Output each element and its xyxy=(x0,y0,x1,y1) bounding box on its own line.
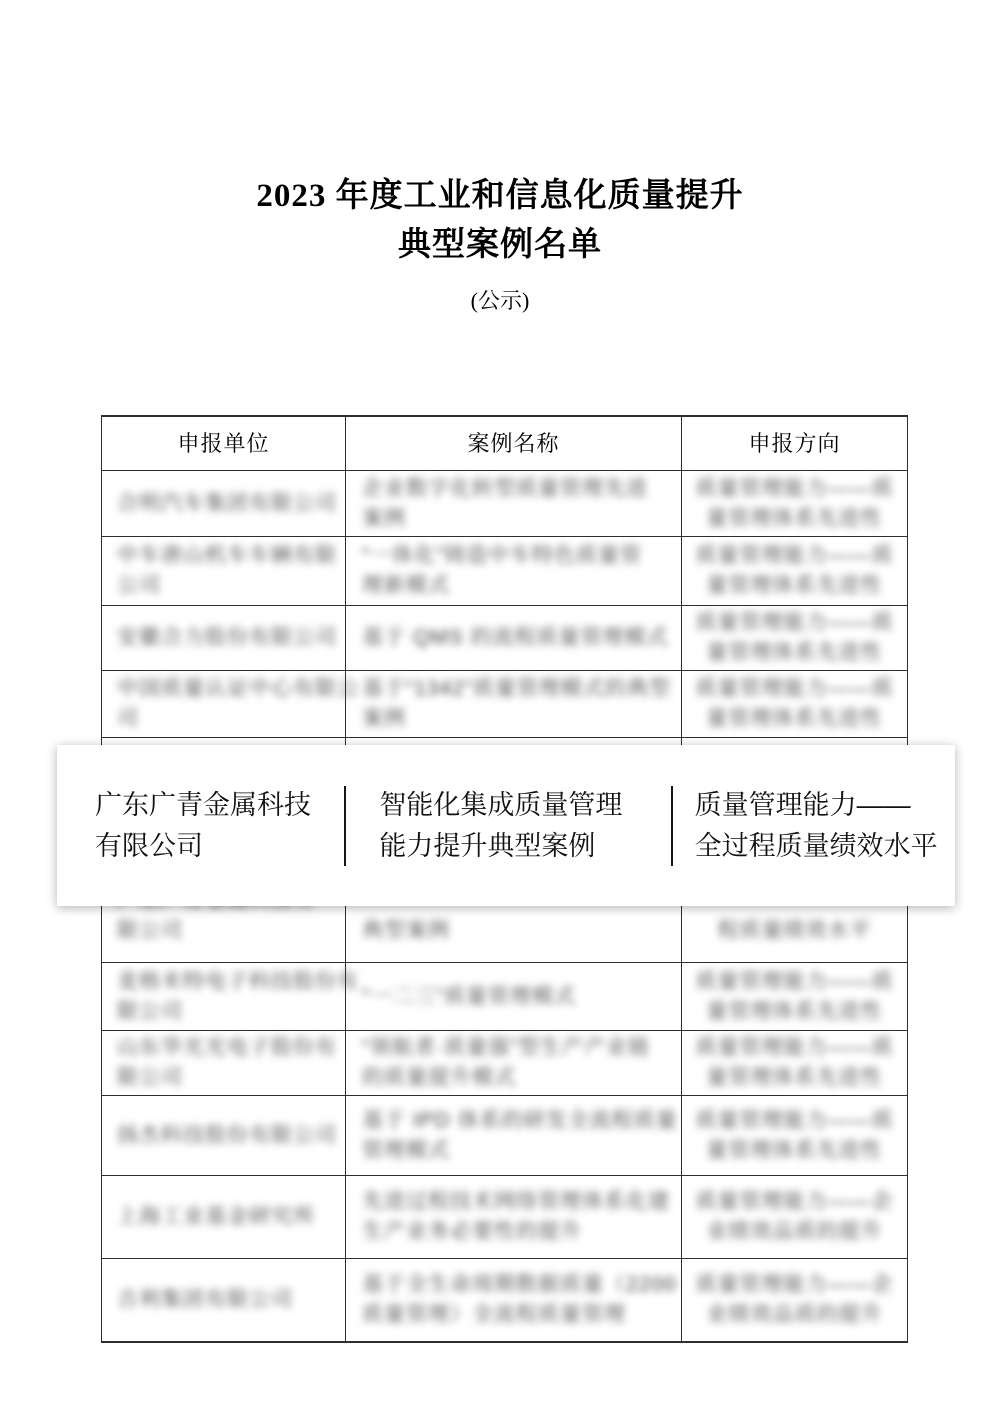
table-row xyxy=(102,1259,907,1341)
unit-cell: 限公司 xyxy=(102,738,346,962)
table-row xyxy=(102,606,907,671)
unit-cell: 安徽合力股份有限公司 xyxy=(102,606,346,670)
header-case: 案例名称 xyxy=(346,417,682,470)
unit-cell: 扬杰科技股份有限公司 xyxy=(102,1096,346,1175)
header-unit: 申报单位 xyxy=(102,417,346,470)
case-cell: 企业数字化转型质量管理先进 案例 xyxy=(346,471,682,536)
case-cell: 基于 IPD 体系的研发全流程质量 管理模式 xyxy=(346,1096,682,1175)
case-cell: 基于 QMS 的流程质量管理模式 xyxy=(346,606,682,670)
direction-cell: 质量管理能力——质 量管理体系先进性 xyxy=(695,476,894,530)
unit-cell: 麦格米特电子科技股份有 限公司 xyxy=(102,963,346,1030)
unit-cell: 山东华光光电子股份有 限公司 xyxy=(102,1031,346,1095)
direction-cell: 质量管理能力——质 量管理体系先进性 xyxy=(695,677,894,730)
direction-cell: 质量管理能力——企 业绩效品质的提升 xyxy=(695,1273,894,1326)
title-line-1: 2023 年度工业和信息化质量提升 xyxy=(256,178,744,214)
direction-cell: 质量管理能力——质 量管理体系先进性 xyxy=(695,969,894,1023)
document-subtitle: (公示) xyxy=(470,288,530,313)
highlight-unit: 广东广青金属科技 有限公司 xyxy=(95,789,311,861)
table-row xyxy=(102,537,907,606)
title-line-2: 典型案例名单 xyxy=(398,227,602,263)
direction-cell: 程质量绩效水平 xyxy=(717,919,872,942)
direction-cell: 质量管理能力——质 量管理体系先进性 xyxy=(695,611,894,664)
direction-cell: 质量管理能力——企 业绩效品质的提升 xyxy=(695,1190,894,1243)
direction-cell: 质量管理能力——质 量管理体系先进性 xyxy=(695,544,894,597)
table-header-row xyxy=(102,417,907,471)
unit-cell: 合明汽车集团有限公司 xyxy=(102,471,346,536)
highlight-card xyxy=(57,745,955,906)
direction-cell: 质量管理能力——质 量管理体系先进性 xyxy=(695,1036,894,1089)
table-row xyxy=(102,471,907,537)
table-row xyxy=(102,671,907,738)
unit-cell: 中国质量认证中心有限公 司 xyxy=(102,671,346,737)
table-row xyxy=(102,963,907,1031)
header-direction: 申报方向 xyxy=(748,430,841,456)
highlight-direction: 质量管理能力—— 全过程质量绩效水平 xyxy=(694,789,938,861)
unit-cell: 上海工业基金研究所 xyxy=(102,1176,346,1258)
case-cell: 典型案例 xyxy=(346,738,682,962)
case-cell: 先进过程技术网络管理体系化建 生产业务必要性的提升 xyxy=(346,1176,682,1258)
table-row xyxy=(102,1096,907,1176)
case-cell: 基于全生命周期数据质量（2200 质量管理）全流程质量管理 xyxy=(346,1259,682,1341)
unit-cell: 吉利集团有限公司 xyxy=(102,1259,346,1341)
document-title xyxy=(0,172,1000,270)
direction-cell: 质量管理能力——质 量管理体系先进性 xyxy=(695,1108,894,1162)
unit-cell: 中车唐山机车车辆有限 公司 xyxy=(102,537,346,605)
case-cell: 基于“1342”质量管理模式的典型 案例 xyxy=(346,671,682,737)
table-row xyxy=(102,1176,907,1259)
highlight-case: 智能化集成质量管理 能力提升典型案例 xyxy=(379,789,623,861)
case-cell: “领航者·质量强”型生产产业链 的质量提升模式 xyxy=(346,1031,682,1095)
case-cell: “一二三”质量管理模式 xyxy=(346,963,682,1030)
case-cell: “一体化”铸造中车特色质量管 理新模式 xyxy=(346,537,682,605)
table-row xyxy=(102,1031,907,1096)
